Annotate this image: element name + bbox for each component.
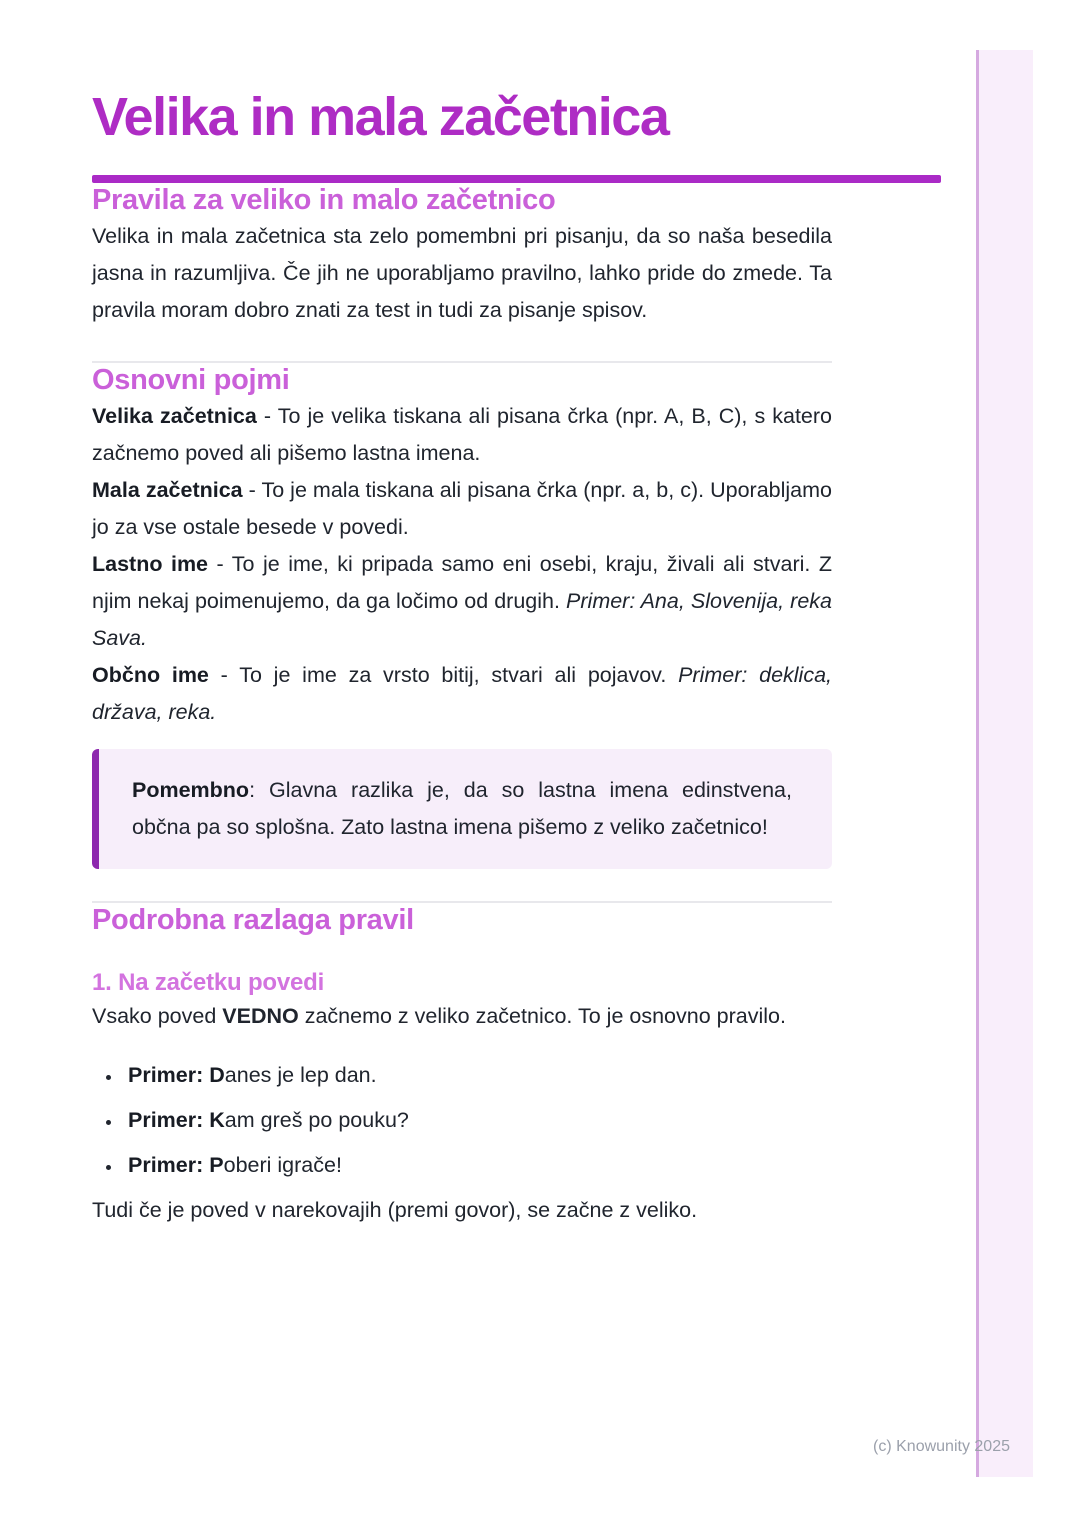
intro-paragraph: Velika in mala začetnica sta zelo pomembni pri pisanju, da so naša besedila jasna in razumljiva. Če jih ne uporabljamo pravilno, lahko pride do zmede. Ta pravila moram dobro znati za test in tudi za pisanje spisov. [92, 223, 832, 322]
definition-obcno-ime [92, 657, 832, 731]
page-title: Velika in mala začetnica [92, 87, 669, 147]
important-callout [92, 749, 832, 869]
example-lead: Primer: K [128, 1108, 225, 1133]
example-item [123, 1147, 832, 1184]
definition-text: - To je velika tiskana ali pisana črka (npr. A, B, C), s katero začnemo poved ali pišemo lastna imena. [92, 403, 833, 465]
copyright-footer: (c) Knowunity 2025 [873, 1438, 1010, 1455]
page-side-strip [976, 50, 1033, 1477]
rule-intro-bold: VEDNO [222, 1004, 299, 1029]
definition-text: - To je ime, ki pripada samo eni osebi, kraju, živali ali stvari. Z njim nekaj poimenujemo, da ga ločimo od drugih. [92, 551, 832, 613]
definition-text: - To je mala tiskana ali pisana črka (npr. a, b, c). Uporabljamo jo za vse ostale besede v povedi. [92, 477, 832, 539]
example-item [123, 1057, 832, 1094]
subsection-heading-na-zacetku-povedi: 1. Na začetku povedi [92, 969, 325, 997]
rule-intro-paragraph [92, 998, 832, 1035]
definition-lastno-ime [92, 546, 832, 657]
example-item [123, 1102, 832, 1139]
title-rule [92, 175, 941, 183]
callout-label: Pomembno [132, 777, 250, 802]
definition-term: Mala začetnica [92, 477, 243, 502]
definition-term: Občno ime [92, 662, 209, 687]
callout-paragraph [132, 772, 792, 846]
definition-example: Primer: Ana, Slovenija, reka Sava. [92, 588, 832, 650]
definition-term: Lastno ime [92, 551, 209, 576]
definition-example: Primer: deklica, država, reka. [92, 662, 833, 724]
document-content [92, 0, 832, 1229]
example-rest: am greš po pouku? [224, 1108, 409, 1133]
section-heading-podrobna-razlaga: Podrobna razlaga pravil [92, 903, 414, 936]
definition-mala-zacetnica [92, 472, 832, 546]
definition-velika-zacetnica [92, 398, 832, 472]
example-list [92, 1057, 832, 1184]
callout-text: : Glavna razlika je, da so lastna imena edinstvena, občna pa so splošna. Zato lastna imena pišemo z veliko začetnico! [132, 777, 792, 839]
example-rest: anes je lep dan. [224, 1063, 377, 1088]
example-lead: Primer: P [128, 1153, 224, 1178]
rule-outro-paragraph: Tudi če je poved v narekovajih (premi govor), se začne z veliko. [92, 1198, 698, 1223]
definition-term: Velika začetnica [92, 403, 257, 428]
section-heading-pravila: Pravila za veliko in malo začetnico [92, 184, 556, 217]
rule-intro-pre: Vsako poved [92, 1004, 223, 1029]
section-heading-osnovni-pojmi: Osnovni pojmi [92, 363, 290, 396]
definition-text: - To je ime za vrsto bitij, stvari ali pojavov. [208, 662, 667, 687]
example-lead: Primer: D [128, 1063, 225, 1088]
rule-intro-post: začnemo z veliko začetnico. To je osnovno pravilo. [298, 1004, 786, 1029]
example-rest: oberi igrače! [223, 1153, 342, 1178]
